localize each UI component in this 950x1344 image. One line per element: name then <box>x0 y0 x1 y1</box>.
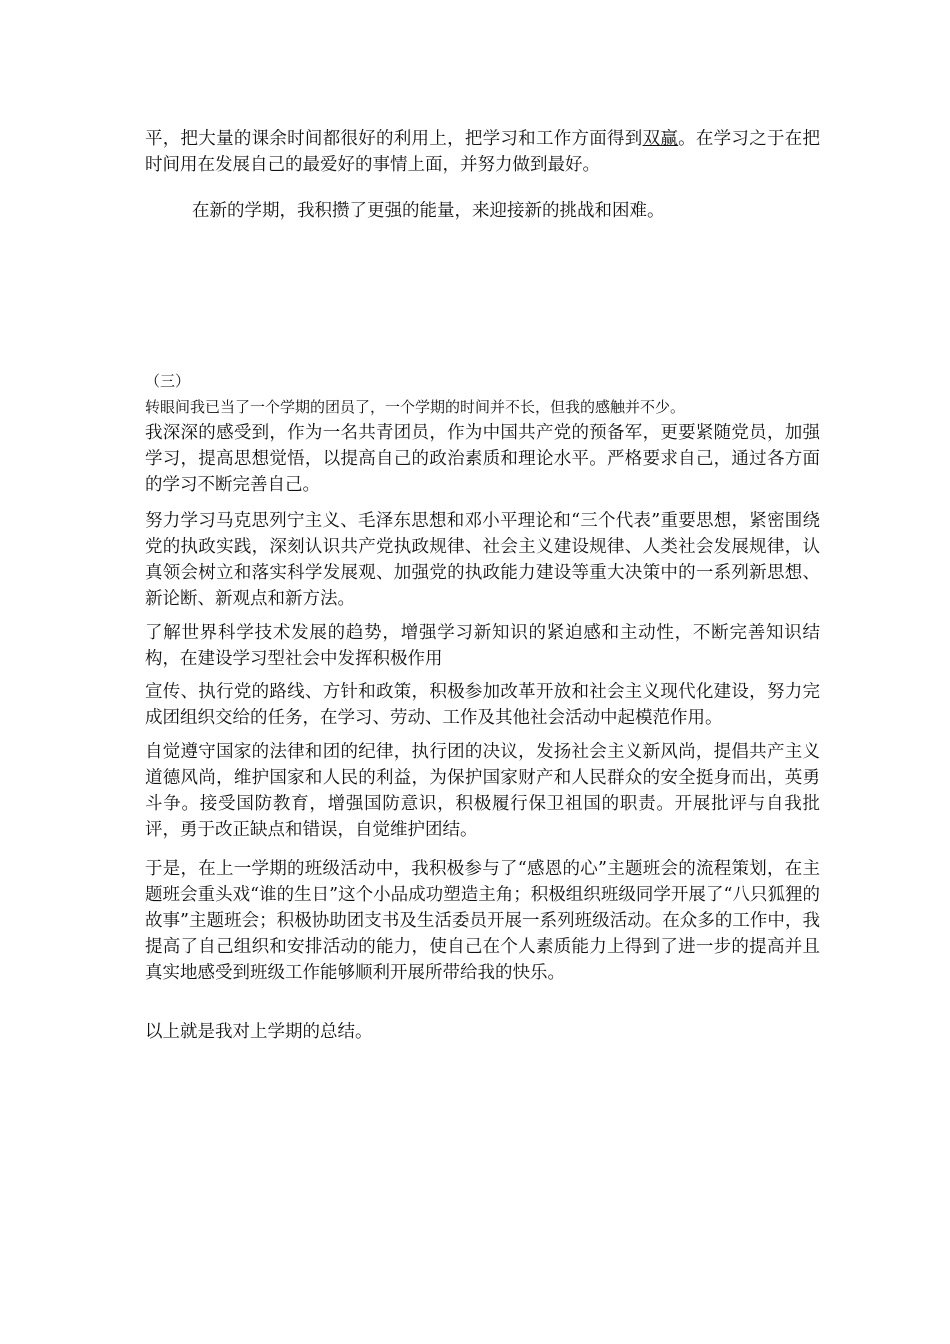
paragraph-5: 自觉遵守国家的法律和团的纪律，执行团的决议，发扬社会主义新风尚，提倡共产主义道德风尚，维护国家和人民的利益，为保护国家财产和人民群众的安全挺身而出，英勇斗争。接受国防教育，增强国防意识，积极履行保卫祖国的职责。开展批评与自我批评，勇于改正缺点和错误，自觉维护团结。 <box>145 742 820 840</box>
top-paragraph-after-link: 。在学习之于在把时间用在发展自己的最爱好的事情上面，并努力做到最好。 <box>145 129 821 175</box>
top-paragraph-before-link: 平，把大量的课余时间都很好的利用上，把学习和工作方面得到 <box>145 129 643 149</box>
paragraph-1: 我深深的感受到，作为一名共青团员，作为中国共产党的预备军，更要紧随党员，加强学习，提高思想觉悟，以提高自己的政治素质和理论水平。严格要求自己，通过各方面的学习不断完善自己。 <box>145 423 820 495</box>
paragraph-6: 于是，在上一学期的班级活动中，我积极参与了“感恩的心”主题班会的流程策划，在主题班会重头戏“谁的生日”这个小品成功塑造主角；积极组织班级同学开展了“八只狐狸的故事”主题班会；积极协助团支书及生活委员开展一系列班级活动。在众多的工作中，我提高了自己组织和安排活动的能力，使自己在个人素质能力上得到了进一步的提高并且真实地感受到班级工作能够顺利开展所带给我的快乐。 <box>145 859 820 983</box>
double-win-link[interactable]: 双赢 <box>642 129 679 149</box>
paragraph-2: 努力学习马克思列宁主义、毛泽东思想和邓小平理论和“三个代表”重要思想，紧密围绕党的执政实践，深刻认识共产党执政规律、社会主义建设规律、人类社会发展规律，认真领会树立和落实科学发展观、加强党的执政能力建设等重大决策中的一系列新思想、新论断、新观点和新方法。 <box>145 511 820 609</box>
new-term-sentence: 在新的学期，我积攒了更强的能量，来迎接新的挑战和困难。 <box>192 201 665 221</box>
paragraph-3: 了解世界科学技术发展的趋势，增强学习新知识的紧迫感和主动性，不断完善知识结构，在建设学习型社会中发挥积极作用 <box>145 623 820 669</box>
paragraph-7: 以上就是我对上学期的总结。 <box>145 1022 373 1042</box>
intro-line: 转眼间我已当了一个学期的团员了，一个学期的时间并不长，但我的感触并不少。 <box>145 398 686 416</box>
paragraph-4: 宣传、执行党的路线、方针和政策，积极参加改革开放和社会主义现代化建设，努力完成团组织交给的任务，在学习、劳动、工作及其他社会活动中起模范作用。 <box>145 682 820 728</box>
section-marker: （三） <box>145 372 191 390</box>
top-paragraph <box>145 126 820 178</box>
